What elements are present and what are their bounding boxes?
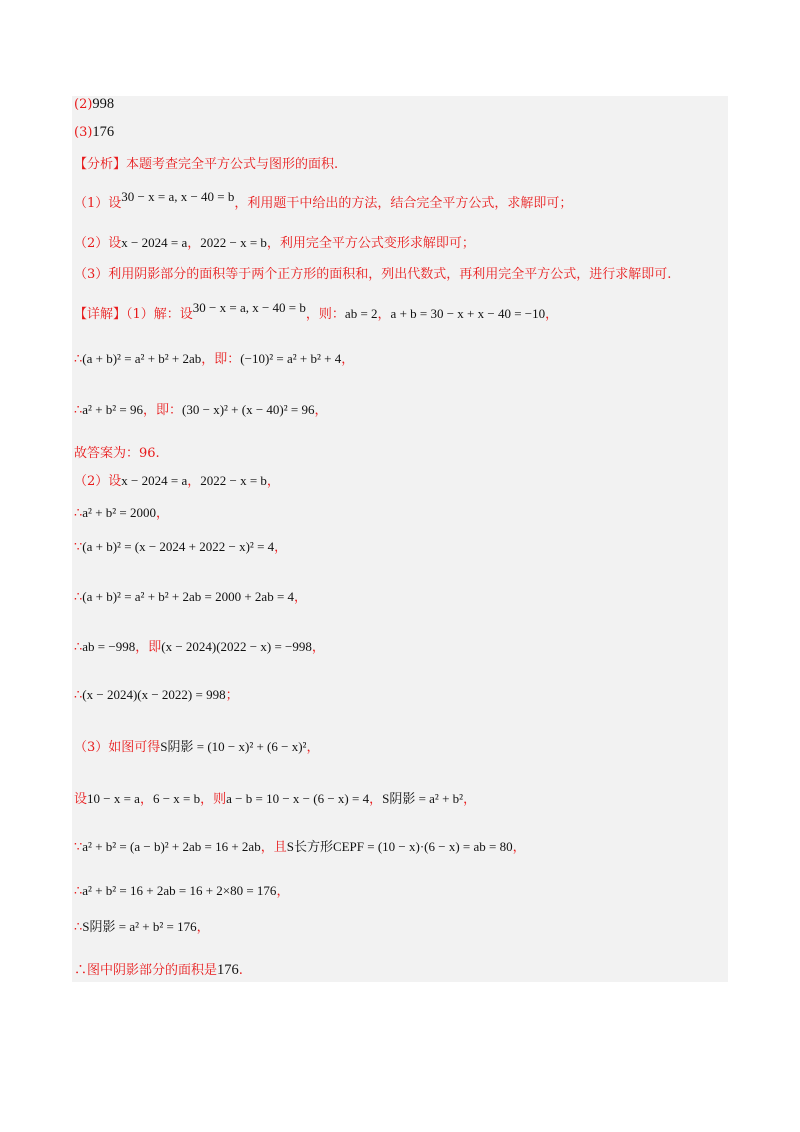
answer-3-value: 176 bbox=[92, 124, 115, 140]
analysis-p1-suffix: ，利用题干中给出的方法，结合完全平方公式，求解即可； bbox=[234, 196, 573, 211]
analysis-p2-formula-1: x − 2024 = a bbox=[121, 235, 188, 250]
detail-l13-formula-2: S长方形CEPF = (10 − x)·(6 − x) = ab = 80 bbox=[286, 839, 513, 854]
detail-l13-formula-1: a² + b² = (a − b)² + 2ab = 16 + 2ab bbox=[82, 839, 261, 854]
detail-l12-separator-2: ， bbox=[369, 792, 383, 807]
analysis-p2-suffix: ，利用完全平方公式变形求解即可； bbox=[266, 236, 475, 251]
detail-line-4 bbox=[74, 447, 160, 460]
detail-l2-formula-2: (−10)² = a² + b² + 4 bbox=[240, 351, 342, 366]
analysis-point-2 bbox=[74, 236, 475, 250]
detail-line-1 bbox=[74, 301, 558, 321]
detail-line-2 bbox=[74, 352, 354, 366]
analysis-point-1 bbox=[74, 190, 572, 210]
answer-2-value: 998 bbox=[92, 96, 115, 112]
detail-l4-answer: 故答案为：96. bbox=[74, 446, 160, 461]
detail-line-8 bbox=[74, 590, 307, 604]
detail-l12-formula-3: a − b = 10 − x − (6 − x) = 4 bbox=[226, 791, 370, 806]
analysis-point-3 bbox=[74, 268, 671, 281]
because-symbol: ∵ bbox=[74, 540, 83, 555]
detail-line-10 bbox=[74, 688, 239, 702]
detail-l7-formula: (a + b)² = (x − 2024 + 2022 − x)² = 4 bbox=[82, 539, 275, 554]
detail-line-5 bbox=[74, 474, 280, 488]
answer-2 bbox=[74, 97, 114, 112]
detail-l16-value: 176 bbox=[217, 962, 239, 978]
answer-3-number: (3) bbox=[74, 125, 93, 140]
detail-line-6 bbox=[74, 506, 169, 520]
analysis-p2-formula-2: 2022 − x = b bbox=[200, 235, 267, 250]
analysis-p1-formula: 30 − x = a, x − 40 = b bbox=[121, 189, 235, 204]
detail-l11-prefix: （3）如图可得 bbox=[74, 740, 161, 755]
detail-l5-formula-1: x − 2024 = a bbox=[121, 473, 188, 488]
detail-l3-formula-2: (30 − x)² + (x − 40)² = 96 bbox=[182, 402, 315, 417]
therefore-symbol: ∴ bbox=[74, 352, 83, 367]
detail-l9-formula-1: ab = −998 bbox=[82, 639, 136, 654]
detail-l12-separator-1: ， bbox=[139, 792, 153, 807]
detail-l6-formula: a² + b² = 2000 bbox=[82, 505, 157, 520]
detail-line-13 bbox=[74, 840, 526, 854]
detail-l16-conclusion: ∴图中阴影部分的面积是 bbox=[74, 963, 218, 978]
detail-l2-namely: ，即： bbox=[201, 352, 241, 367]
therefore-symbol: ∴ bbox=[74, 884, 83, 899]
detail-l7-end: ， bbox=[274, 540, 288, 555]
detail-l14-end: ， bbox=[276, 884, 290, 899]
detail-l1-formula-2: ab = 2 bbox=[344, 306, 378, 321]
detail-l5-prefix: （2）设 bbox=[74, 474, 122, 489]
detail-l1-formula-3: a + b = 30 − x + x − 40 = −10 bbox=[390, 306, 546, 321]
detail-l13-end: ， bbox=[512, 840, 526, 855]
analysis-p2-prefix: （2）设 bbox=[74, 236, 122, 251]
analysis-tag: 【分析】 bbox=[74, 157, 127, 172]
detail-l15-end: ， bbox=[196, 920, 210, 935]
detail-l8-formula: (a + b)² = a² + b² + 2ab = 2000 + 2ab = 4 bbox=[82, 589, 295, 604]
detail-line-3 bbox=[74, 403, 327, 417]
detail-l2-end: ， bbox=[341, 352, 355, 367]
detail-l9-end: ， bbox=[311, 640, 325, 655]
detail-l6-end: ， bbox=[156, 506, 170, 521]
analysis-p2-separator: ， bbox=[187, 236, 201, 251]
detail-line-9 bbox=[74, 640, 325, 654]
therefore-symbol: ∴ bbox=[74, 688, 83, 703]
analysis-heading bbox=[74, 158, 338, 171]
detail-l2-formula-1: (a + b)² = a² + b² + 2ab bbox=[82, 351, 202, 366]
detail-l1-end: ， bbox=[545, 307, 559, 322]
detail-l1-then: ，则： bbox=[305, 307, 345, 322]
detail-l5-formula-2: 2022 − x = b bbox=[200, 473, 267, 488]
therefore-symbol: ∴ bbox=[74, 506, 83, 521]
detail-l10-end: ； bbox=[225, 688, 239, 703]
detail-l9-formula-2: (x − 2024)(2022 − x) = −998 bbox=[161, 639, 312, 654]
detail-l10-formula: (x − 2024)(x − 2022) = 998 bbox=[82, 687, 226, 702]
detail-l16-end: . bbox=[238, 963, 243, 978]
detail-line-16 bbox=[74, 963, 243, 978]
detail-l5-end: ， bbox=[266, 474, 280, 489]
detail-line-14 bbox=[74, 884, 289, 898]
detail-l12-prefix: 设 bbox=[74, 792, 88, 807]
answer-2-number: (2) bbox=[74, 97, 93, 112]
detail-l12-then: ，则 bbox=[200, 792, 227, 807]
detail-l1-prefix: （1）解：设 bbox=[126, 307, 193, 322]
detail-tag: 【详解】 bbox=[74, 307, 127, 322]
detail-l12-formula-4: S阴影 = a² + b² bbox=[382, 791, 464, 806]
detail-l12-formula-1: 10 − x = a bbox=[87, 791, 140, 806]
detail-l3-end: ， bbox=[314, 403, 328, 418]
analysis-text: 本题考查完全平方公式与图形的面积. bbox=[126, 157, 339, 172]
therefore-symbol: ∴ bbox=[74, 640, 83, 655]
detail-l3-namely: ，即： bbox=[143, 403, 183, 418]
therefore-symbol: ∴ bbox=[74, 403, 83, 418]
detail-l15-formula: S阴影 = a² + b² = 176 bbox=[82, 919, 197, 934]
detail-l12-formula-2: 6 − x = b bbox=[152, 791, 201, 806]
detail-l11-formula: S阴影 = (10 − x)² + (6 − x)² bbox=[160, 739, 307, 754]
detail-l3-formula-1: a² + b² = 96 bbox=[82, 402, 144, 417]
detail-l11-end: ， bbox=[306, 740, 320, 755]
detail-l1-formula-1: 30 − x = a, x − 40 = b bbox=[192, 300, 306, 315]
answer-3 bbox=[74, 125, 114, 140]
detail-l12-end: ， bbox=[463, 792, 477, 807]
detail-line-12 bbox=[74, 792, 476, 806]
analysis-p3-text: （3）利用阴影部分的面积等于两个正方形的面积和，列出代数式，再利用完全平方公式，进行求解即可. bbox=[74, 267, 672, 282]
detail-l13-and: ，且 bbox=[260, 840, 287, 855]
detail-line-7 bbox=[74, 540, 287, 554]
detail-l9-namely: ，即 bbox=[135, 640, 162, 655]
detail-l1-separator: ， bbox=[377, 307, 391, 322]
analysis-p1-prefix: （1）设 bbox=[74, 196, 122, 211]
detail-line-11 bbox=[74, 740, 319, 754]
detail-l5-separator: ， bbox=[187, 474, 201, 489]
because-symbol: ∵ bbox=[74, 840, 83, 855]
detail-line-15 bbox=[74, 920, 210, 934]
detail-l8-end: ， bbox=[294, 590, 308, 605]
therefore-symbol: ∴ bbox=[74, 920, 83, 935]
detail-l14-formula: a² + b² = 16 + 2ab = 16 + 2×80 = 176 bbox=[82, 883, 277, 898]
therefore-symbol: ∴ bbox=[74, 590, 83, 605]
